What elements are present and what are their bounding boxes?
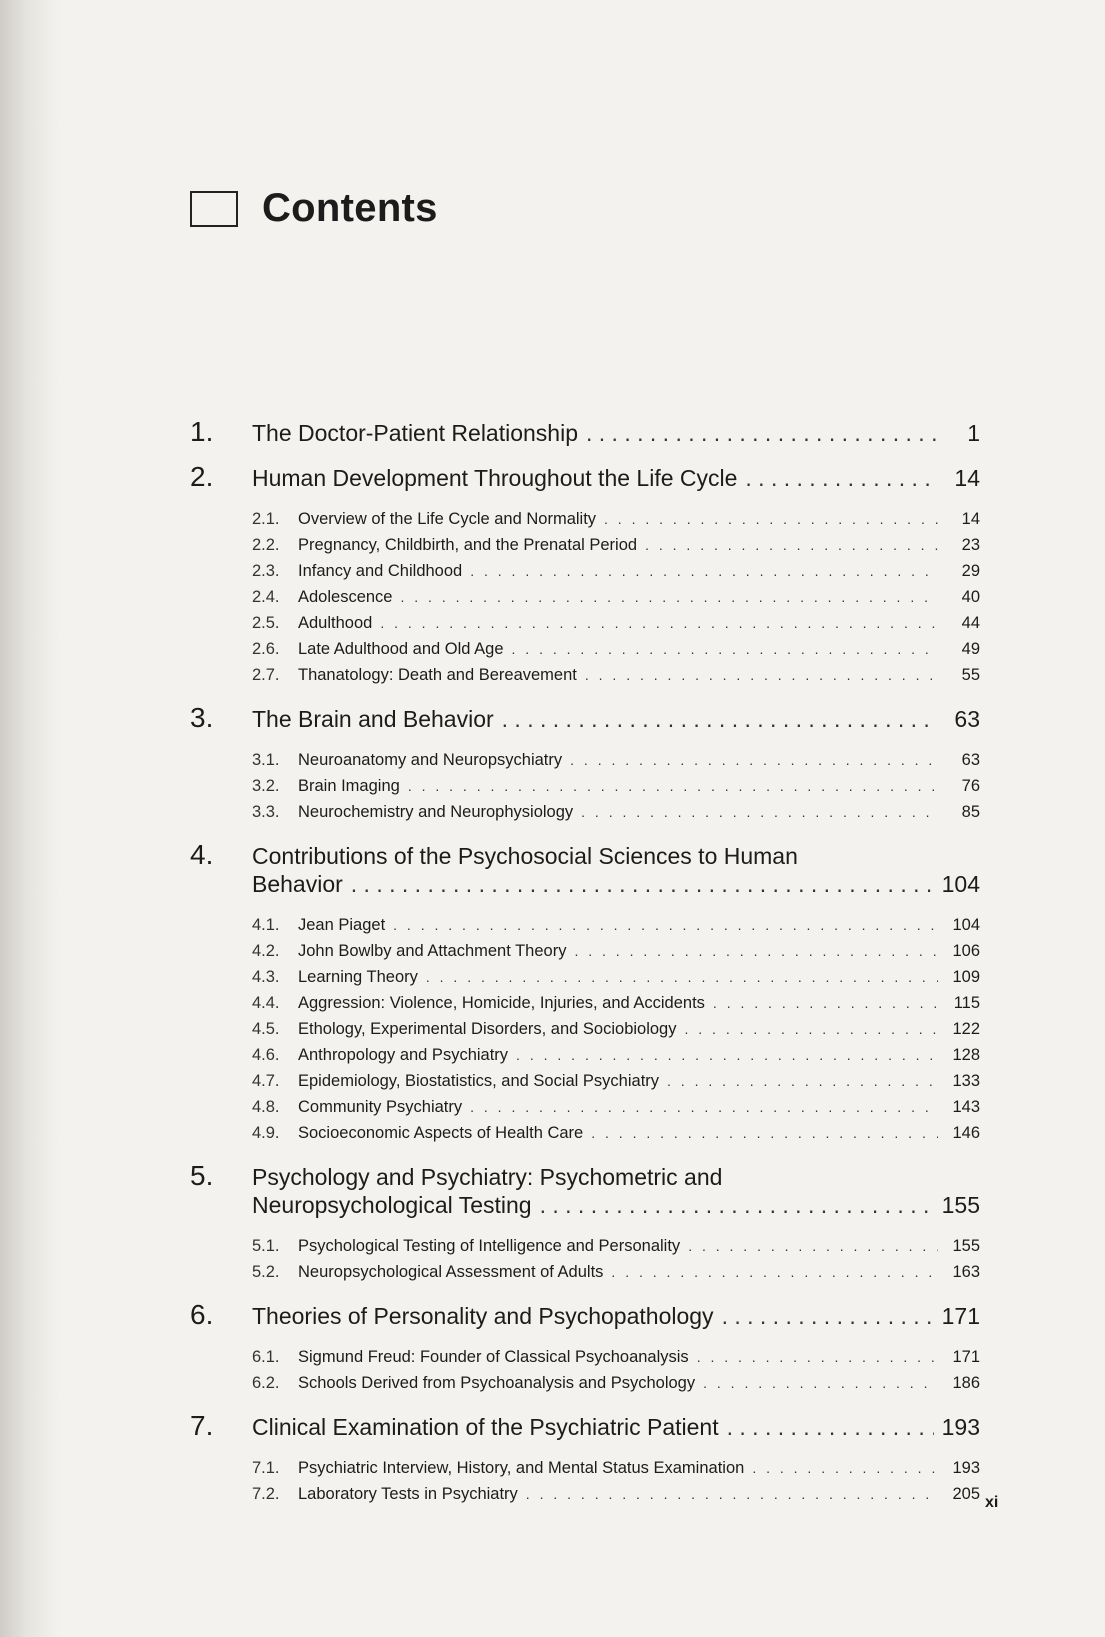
section-page: 44 — [961, 614, 980, 632]
dot-leader — [645, 532, 938, 558]
dot-leader — [400, 584, 938, 610]
section-title: Overview of the Life Cycle and Normality — [298, 510, 597, 528]
chapter-heading — [190, 704, 980, 733]
section-page: 122 — [952, 1020, 980, 1038]
chapter-heading — [190, 463, 980, 492]
section-entry — [252, 662, 980, 688]
section-title: Neurochemistry and Neurophysiology — [298, 803, 574, 821]
section-title: Brain Imaging — [298, 777, 400, 795]
dot-leader — [393, 912, 938, 938]
section-title: Community Psychiatry — [298, 1098, 463, 1116]
dot-leader — [426, 964, 938, 990]
dot-leader — [604, 506, 938, 532]
section-entry — [252, 1233, 980, 1259]
table-of-contents — [190, 418, 980, 1507]
dot-leader — [581, 799, 938, 825]
chapter-number: 1. — [190, 416, 214, 447]
chapter-heading — [190, 418, 980, 447]
chapter-page: 193 — [941, 1414, 980, 1440]
section-number: 5.2. — [252, 1263, 280, 1281]
section-number: 4.8. — [252, 1098, 280, 1116]
section-number: 2.4. — [252, 588, 280, 606]
chapter-title-line1: Psychology and Psychiatry: Psychometric and — [252, 1164, 723, 1190]
dot-leader — [502, 705, 938, 733]
section-title: Epidemiology, Biostatistics, and Social Psychiatry — [298, 1072, 660, 1090]
section-list — [252, 1233, 980, 1285]
section-title: Ethology, Experimental Disorders, and Sociobiology — [298, 1020, 677, 1038]
section-page: 186 — [952, 1374, 980, 1392]
section-entry — [252, 912, 980, 938]
chapter-4 — [190, 841, 980, 1146]
section-entry — [252, 1120, 980, 1146]
chapter-6 — [190, 1301, 980, 1396]
section-number: 4.6. — [252, 1046, 280, 1064]
chapter-heading — [190, 1162, 980, 1191]
section-title: Learning Theory — [298, 968, 418, 986]
section-list — [252, 506, 980, 688]
dot-leader — [611, 1259, 938, 1285]
section-number: 6.2. — [252, 1374, 280, 1392]
section-title: Aggression: Violence, Homicide, Injuries, and Accidents — [298, 994, 705, 1012]
section-entry — [252, 1042, 980, 1068]
chapter-heading-cont — [190, 870, 980, 898]
dot-leader — [540, 1191, 934, 1219]
section-number: 4.7. — [252, 1072, 280, 1090]
section-list — [252, 1344, 980, 1396]
section-title: Neuroanatomy and Neuropsychiatry — [298, 751, 563, 769]
dot-leader — [745, 464, 938, 492]
dot-leader — [697, 1344, 938, 1370]
chapter-body — [252, 1191, 980, 1219]
section-number: 4.4. — [252, 994, 280, 1012]
dot-leader — [752, 1455, 938, 1481]
section-number: 2.2. — [252, 536, 280, 554]
section-entry — [252, 558, 980, 584]
section-entry — [252, 964, 980, 990]
section-list — [252, 747, 980, 825]
section-title: Schools Derived from Psychoanalysis and Psychology — [298, 1374, 696, 1392]
chapter-page: 1 — [967, 420, 980, 446]
section-number: 5.1. — [252, 1237, 280, 1255]
section-number: 2.7. — [252, 666, 280, 684]
section-title: Sigmund Freud: Founder of Classical Psychoanalysis — [298, 1348, 689, 1366]
section-page: 76 — [961, 777, 980, 795]
chapter-title-line2: Neuropsychological Testing — [252, 1192, 532, 1218]
section-title: Jean Piaget — [298, 916, 386, 934]
section-page: 14 — [961, 510, 980, 528]
dot-leader — [470, 1094, 938, 1120]
section-page: 63 — [961, 751, 980, 769]
dot-leader — [684, 1016, 938, 1042]
chapter-body — [252, 419, 980, 447]
section-page: 29 — [961, 562, 980, 580]
section-title: Thanatology: Death and Bereavement — [298, 666, 577, 684]
section-page: 85 — [961, 803, 980, 821]
section-title: Pregnancy, Childbirth, and the Prenatal Period — [298, 536, 638, 554]
chapter-title-line1: Contributions of the Psychosocial Sciences to Human — [252, 843, 798, 869]
section-number: 4.2. — [252, 942, 280, 960]
chapter-number: 4. — [190, 839, 214, 870]
chapter-title: The Brain and Behavior — [252, 706, 494, 732]
chapter-number: 7. — [190, 1410, 214, 1441]
chapter-page: 104 — [941, 871, 980, 897]
section-entry — [252, 1481, 980, 1507]
dot-leader — [470, 558, 938, 584]
section-page: 49 — [961, 640, 980, 658]
section-number: 2.6. — [252, 640, 280, 658]
section-number: 3.2. — [252, 777, 280, 795]
section-number: 7.2. — [252, 1485, 280, 1503]
dot-leader — [586, 419, 938, 447]
chapter-body — [252, 870, 980, 898]
section-number: 4.1. — [252, 916, 280, 934]
chapter-title: Clinical Examination of the Psychiatric Patient — [252, 1414, 719, 1440]
dot-leader — [585, 662, 938, 688]
chapter-page: 14 — [954, 465, 980, 491]
section-entry — [252, 1094, 980, 1120]
dot-leader — [380, 610, 938, 636]
section-page: 171 — [952, 1348, 980, 1366]
section-title: Late Adulthood and Old Age — [298, 640, 504, 658]
chapter-number: 3. — [190, 702, 214, 733]
chapter-heading-cont — [190, 1191, 980, 1219]
chapter-3 — [190, 704, 980, 825]
section-page: 23 — [961, 536, 980, 554]
page-title: Contents — [262, 186, 438, 230]
section-number: 2.1. — [252, 510, 280, 528]
chapter-number: 2. — [190, 461, 214, 492]
chapter-title: Human Development Throughout the Life Cycle — [252, 465, 738, 491]
section-entry — [252, 1344, 980, 1370]
section-page: 115 — [953, 994, 980, 1012]
dot-leader — [713, 990, 938, 1016]
section-page: 143 — [952, 1098, 980, 1116]
section-title: Psychiatric Interview, History, and Mental Status Examination — [298, 1459, 745, 1477]
chapter-5 — [190, 1162, 980, 1285]
dot-leader — [574, 938, 938, 964]
section-page: 109 — [952, 968, 980, 986]
dot-leader — [727, 1413, 934, 1441]
chapter-body — [252, 705, 980, 733]
section-entry — [252, 1259, 980, 1285]
section-entry — [252, 938, 980, 964]
page-folio: xi — [985, 1494, 999, 1511]
chapter-heading — [190, 1301, 980, 1330]
section-entry — [252, 610, 980, 636]
section-title: Anthropology and Psychiatry — [298, 1046, 509, 1064]
section-page: 155 — [952, 1237, 980, 1255]
section-entry — [252, 799, 980, 825]
chapter-body — [252, 464, 980, 492]
section-page: 146 — [952, 1124, 980, 1142]
section-entry — [252, 506, 980, 532]
section-title: Adolescence — [298, 588, 393, 606]
contents-header — [190, 186, 438, 231]
section-number: 2.5. — [252, 614, 280, 632]
dot-leader — [526, 1481, 938, 1507]
section-entry — [252, 584, 980, 610]
chapter-number: 5. — [190, 1160, 214, 1191]
section-list — [252, 912, 980, 1146]
section-page: 106 — [952, 942, 980, 960]
dot-leader — [703, 1370, 938, 1396]
section-number: 7.1. — [252, 1459, 280, 1477]
section-title: Infancy and Childhood — [298, 562, 463, 580]
section-entry — [252, 1016, 980, 1042]
section-page: 40 — [961, 588, 980, 606]
section-entry — [252, 747, 980, 773]
chapter-body — [252, 1413, 980, 1441]
section-page: 163 — [952, 1263, 980, 1281]
section-number: 4.5. — [252, 1020, 280, 1038]
dot-leader — [667, 1068, 938, 1094]
chapter-title: Theories of Personality and Psychopathology — [252, 1303, 714, 1329]
chapter-heading — [190, 1412, 980, 1441]
section-entry — [252, 990, 980, 1016]
section-page: 128 — [952, 1046, 980, 1064]
section-number: 2.3. — [252, 562, 280, 580]
title-box-ornament — [190, 191, 238, 227]
section-list — [252, 1455, 980, 1507]
section-number: 4.9. — [252, 1124, 280, 1142]
section-entry — [252, 1068, 980, 1094]
section-page: 104 — [952, 916, 980, 934]
section-title: Adulthood — [298, 614, 373, 632]
section-page: 193 — [952, 1459, 980, 1477]
section-entry — [252, 636, 980, 662]
dot-leader — [722, 1302, 934, 1330]
section-entry — [252, 773, 980, 799]
chapter-title-line2: Behavior — [252, 871, 343, 897]
chapter-page: 155 — [941, 1192, 980, 1218]
section-page: 55 — [961, 666, 980, 684]
section-page: 205 — [952, 1485, 980, 1503]
chapter-title: The Doctor-Patient Relationship — [252, 420, 578, 446]
section-title: John Bowlby and Attachment Theory — [298, 942, 567, 960]
section-number: 6.1. — [252, 1348, 280, 1366]
dot-leader — [570, 747, 938, 773]
dot-leader — [591, 1120, 938, 1146]
section-title: Laboratory Tests in Psychiatry — [298, 1485, 518, 1503]
section-entry — [252, 1370, 980, 1396]
dot-leader — [516, 1042, 938, 1068]
section-entry — [252, 532, 980, 558]
dot-leader — [351, 870, 934, 898]
dot-leader — [408, 773, 938, 799]
section-entry — [252, 1455, 980, 1481]
chapter-heading — [190, 841, 980, 870]
section-title: Socioeconomic Aspects of Health Care — [298, 1124, 584, 1142]
chapter-page: 63 — [954, 706, 980, 732]
chapter-page: 171 — [941, 1303, 980, 1329]
chapter-7 — [190, 1412, 980, 1507]
chapter-2 — [190, 463, 980, 688]
section-number: 3.3. — [252, 803, 280, 821]
chapter-number: 6. — [190, 1299, 214, 1330]
section-number: 4.3. — [252, 968, 280, 986]
book-spine-shadow — [0, 0, 60, 1637]
section-title: Neuropsychological Assessment of Adults — [298, 1263, 604, 1281]
chapter-1 — [190, 418, 980, 447]
section-page: 133 — [952, 1072, 980, 1090]
chapter-body — [252, 1302, 980, 1330]
section-title: Psychological Testing of Intelligence and Personality — [298, 1237, 681, 1255]
dot-leader — [688, 1233, 938, 1259]
dot-leader — [512, 636, 938, 662]
section-number: 3.1. — [252, 751, 280, 769]
